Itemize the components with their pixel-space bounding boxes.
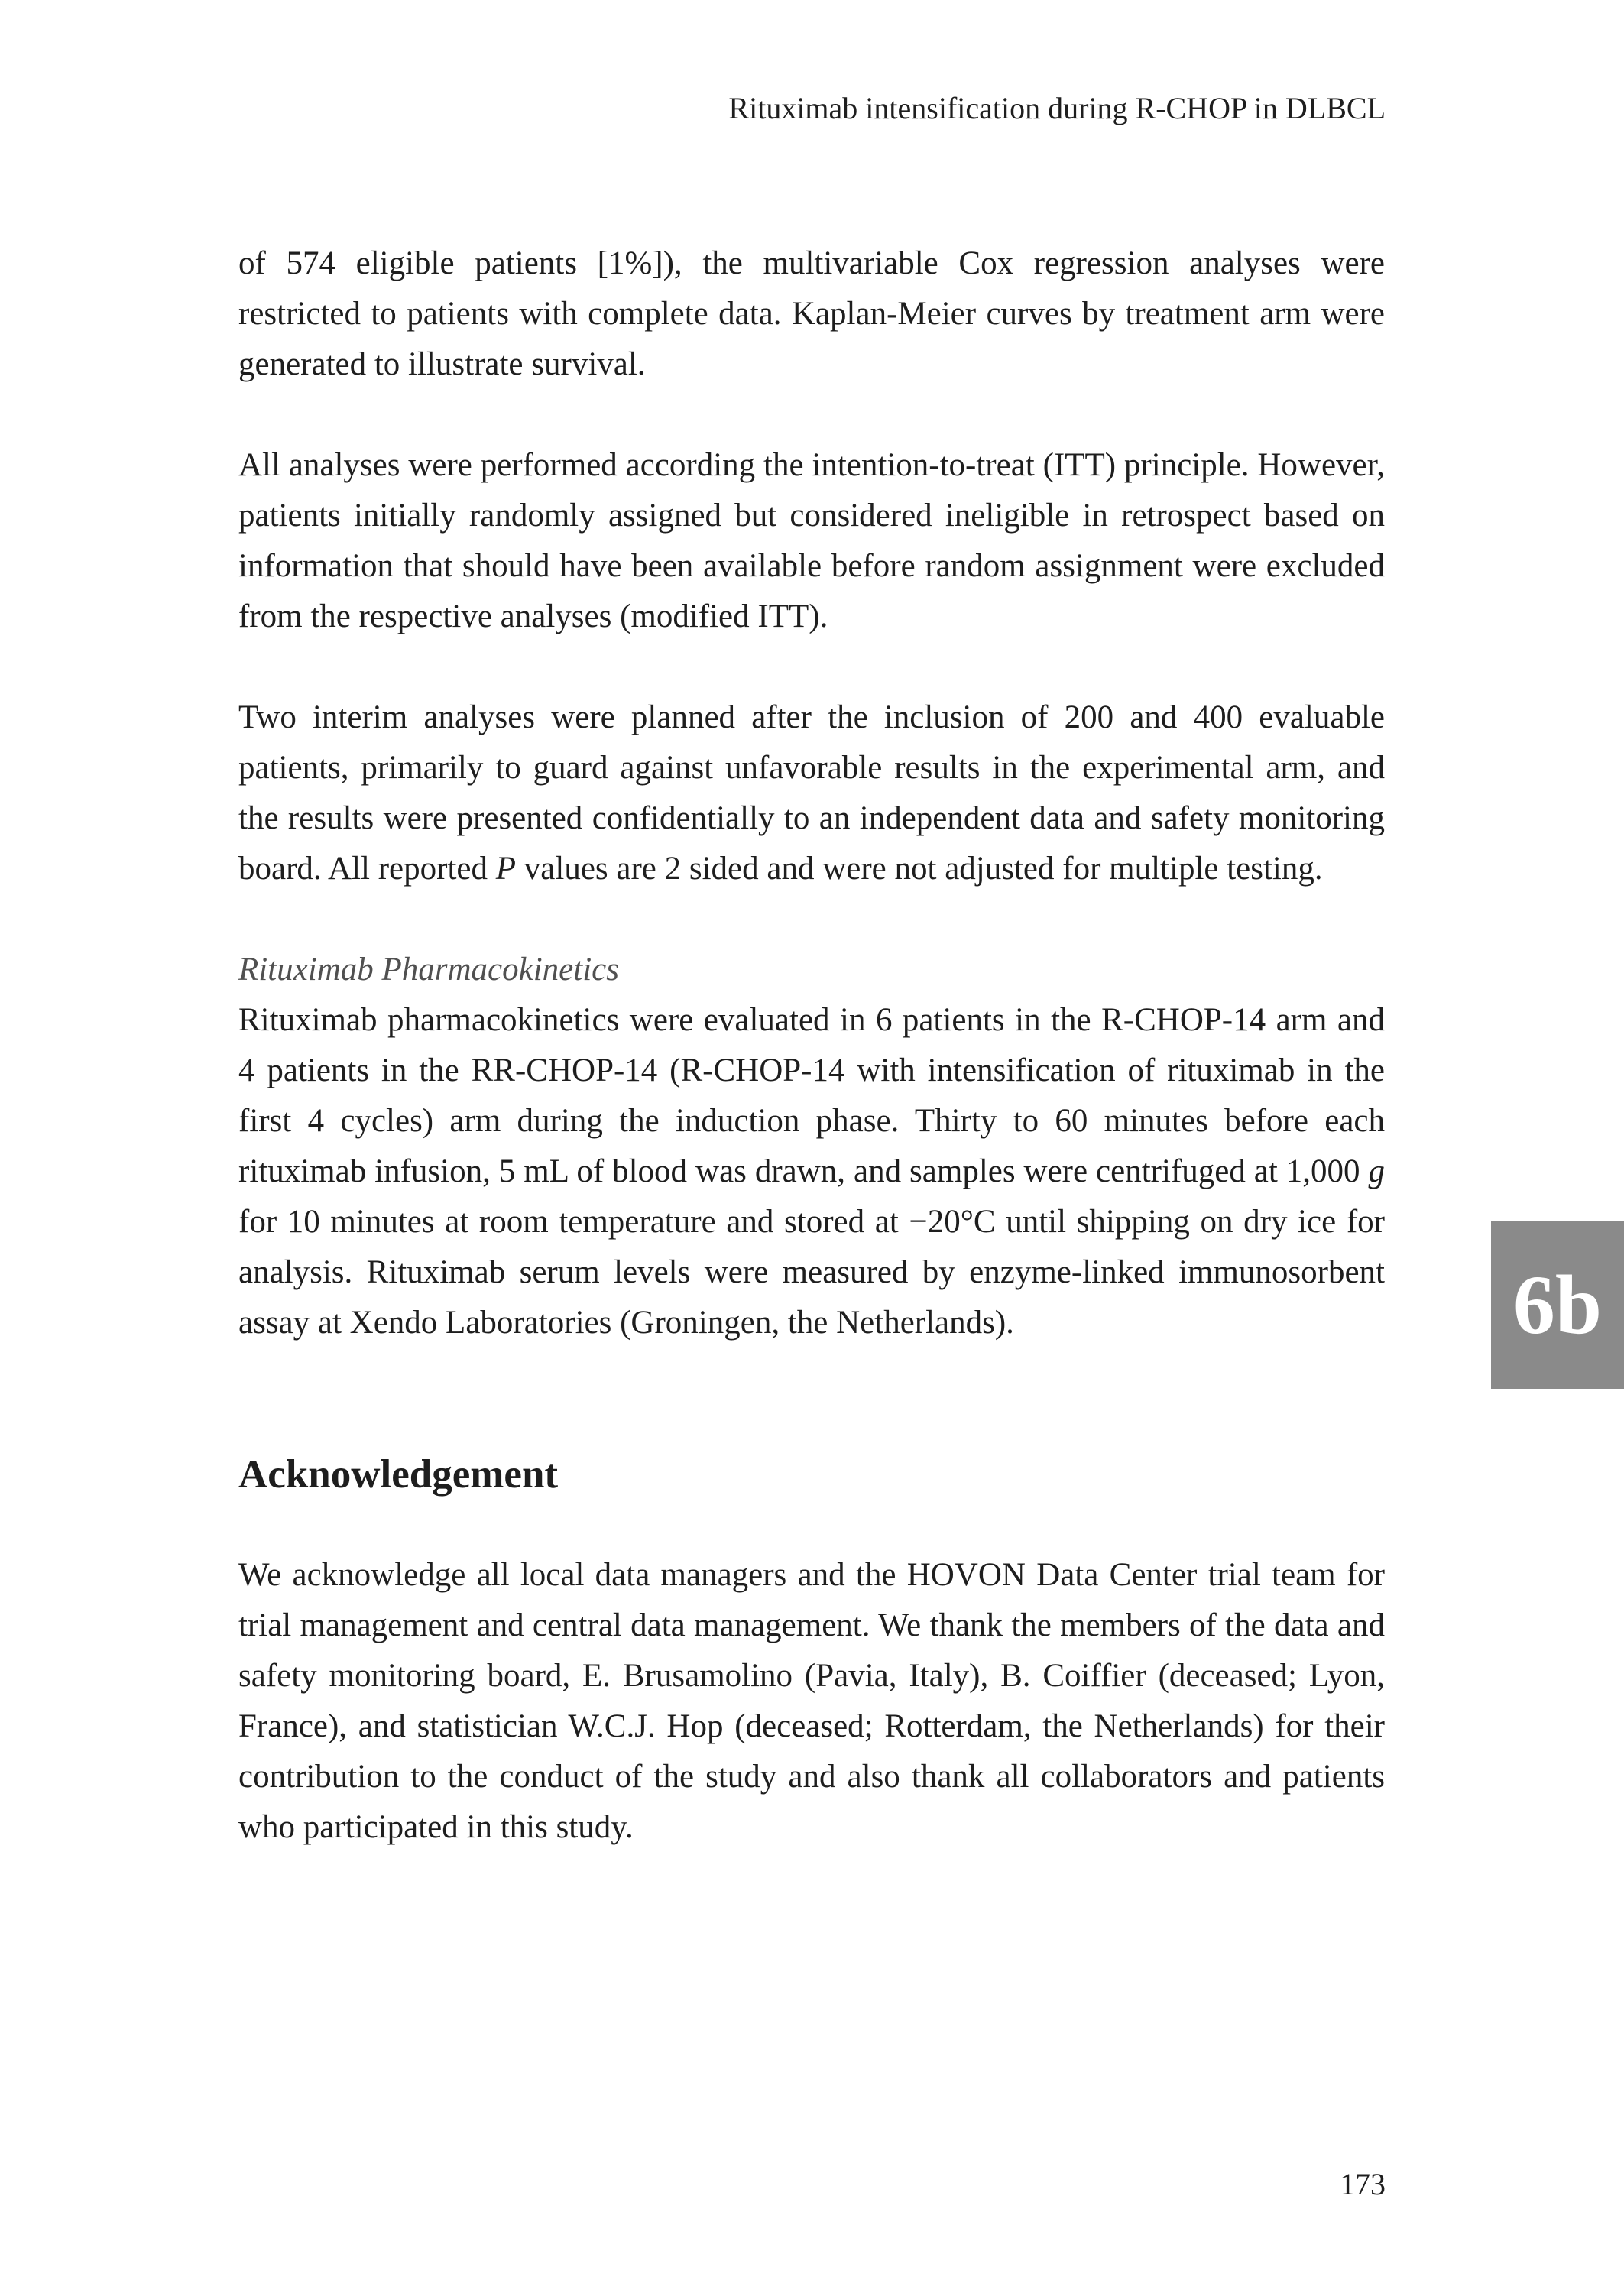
- paragraph-pk-text-end: for 10 minutes at room temperature and stored at −20°C until shipping on dry ice for analysis. Rituximab serum levels were measured by enzyme-linked immunosorbent assay at Xendo Laboratories (Groningen, the Netherlands).: [238, 1204, 1385, 1341]
- g-force-symbol: g: [1368, 1153, 1385, 1189]
- running-header: Rituximab intensification during R-CHOP in DLBCL: [728, 91, 1386, 125]
- subheading-pharmacokinetics: Rituximab Pharmacokinetics: [238, 952, 619, 988]
- p-value-symbol: P: [495, 851, 517, 887]
- paragraph-gap: [238, 1500, 1385, 1550]
- paragraph-interim-text-end: values are 2 sided and were not adjusted for multiple testing.: [516, 851, 1323, 887]
- paragraph-interim-analyses: [238, 692, 1385, 894]
- paragraph-gap: [238, 894, 1385, 945]
- section-heading-acknowledgement: Acknowledgement: [238, 1452, 559, 1497]
- paragraph-pk-text-start: Rituximab pharmacokinetics were evaluated in 6 patients in the R-CHOP-14 arm and 4 patients in the RR-CHOP-14 (R-CHOP-14 with intensification of rituximab in the first 4 cycles) arm during the induction phase. Thirty to 60 minutes before each rituximab infusion, 5 mL of blood was drawn, and samples were centrifuged at 1,000: [238, 1002, 1385, 1189]
- chapter-tab: 6b: [1491, 1221, 1624, 1389]
- paragraph-cox-regression: of 574 eligible patients [1%]), the multivariable Cox regression analyses were restricted to patients with complete data. Kaplan-Meier curves by treatment arm were generated to illustrate survival.: [238, 245, 1385, 382]
- page-body: [238, 238, 1385, 1853]
- page-number: 173: [1340, 2167, 1386, 2201]
- paragraph-gap: [238, 642, 1385, 692]
- section-gap: [238, 1348, 1385, 1449]
- paragraph-gap: [238, 390, 1385, 440]
- paragraph-pharmacokinetics: [238, 995, 1385, 1348]
- paragraph-interim-text-start: Two interim analyses were planned after the inclusion of 200 and 400 evaluable patients, primarily to guard against unfavorable results in the experimental arm, and the results were presented confidentially to an independent data and safety monitoring board. All reported: [238, 699, 1385, 887]
- paragraph-itt-analysis: All analyses were performed according the intention-to-treat (ITT) principle. However, patients initially randomly assigned but considered ineligible in retrospect based on information that should have been available before random assignment were excluded from the respective analyses (modified ITT).: [238, 447, 1385, 634]
- paragraph-acknowledgement: We acknowledge all local data managers and the HOVON Data Center trial team for trial management and central data management. We thank the members of the data and safety monitoring board, E. Brusamolino (Pavia, Italy), B. Coiffier (deceased; Lyon, France), and statistician W.C.J. Hop (deceased; Rotterdam, the Netherlands) for their contribution to the conduct of the study and also thank all collaborators and patients who participated in this study.: [238, 1557, 1385, 1845]
